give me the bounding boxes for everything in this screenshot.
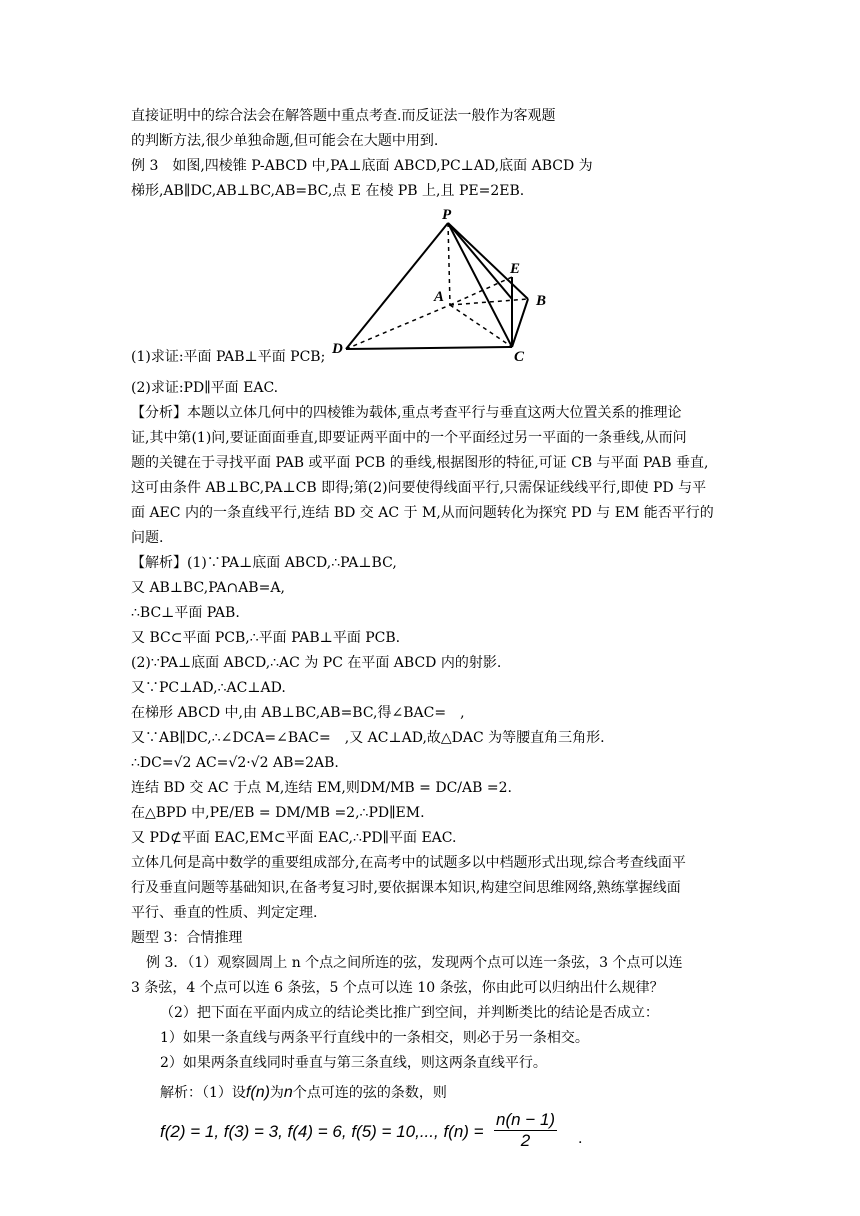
formula [160, 1122, 484, 1142]
fn-symbol: f(n) [245, 1084, 270, 1101]
n-symbol: n [283, 1084, 293, 1101]
example-line: 2）如果两条直线同时垂直与第三条直线，则这两条直线平行。 [160, 1055, 547, 1071]
analysis-line: 证,其中第(1)问,要证面面垂直,即要证两平面中的一个平面经过另一平面的一条垂线,从而问 [131, 430, 687, 446]
example-line: （2）把下面在平面内成立的结论类比推广到空间，并判断类比的结论是否成立： [160, 1005, 659, 1021]
formula-text: f(2) = 1, f(3) = 3, f(4) = 6, f(5) = 10,..., f(n) = [160, 1122, 484, 1141]
fraction-numerator: n(n − 1) [496, 1110, 556, 1129]
summary-line: 立体几何是高中数学的重要组成部分,在高考中的试题多以中档题形式出现,综合考查线面平 [131, 855, 686, 871]
analysis-line: 【分析】本题以立体几何中的四棱锥为载体,重点考查平行与垂直这两大位置关系的推理论 [131, 405, 682, 421]
summary-line: 平行、垂直的性质、判定定理. [131, 905, 318, 921]
solution-line: 又 BC⊂平面 PCB,∴平面 PAB⊥平面 PCB. [131, 630, 401, 646]
solution-line: 又∵PC⊥AD,∴AC⊥AD. [131, 680, 286, 696]
solution-line: 在梯形 ABCD 中,由 AB⊥BC,AB=BC,得∠BAC= , [131, 705, 465, 721]
section-heading: 题型 3：合情推理 [131, 930, 243, 946]
formula-tail: . [578, 1131, 583, 1147]
solution-line: (2)∵PA⊥底面 ABCD,∴AC 为 PC 在平面 ABCD 内的射影. [131, 655, 502, 671]
solution-line: 在△BPD 中,PE/EB = DM/MB =2,∴PD∥EM. [131, 805, 425, 821]
text-line: 的判断方法,很少单独命题,但可能会在大题中用到. [131, 133, 439, 149]
solution-intro-text: 个点可连的弦的条数，则 [292, 1085, 447, 1101]
solution-line: 又 AB⊥BC,PA∩AB=A, [131, 580, 285, 596]
label-p: P [442, 207, 452, 223]
text-line: 梯形,AB∥DC,AB⊥BC,AB=BC,点 E 在棱 PB 上,且 PE=2EB. [131, 183, 525, 199]
solution-intro-text: 解析：（1）设 [160, 1085, 246, 1101]
label-c: C [514, 349, 525, 365]
question-1: (1)求证:平面 PAB⊥平面 PCB; [131, 349, 326, 365]
solution-line: 又 PD⊄平面 EAC,EM⊂平面 EAC,∴PD∥平面 EAC. [131, 830, 457, 846]
label-e: E [510, 261, 521, 277]
formula-fraction [494, 1110, 557, 1151]
text-line: 直接证明中的综合法会在解答题中重点考查.而反证法一般作为客观题 [131, 108, 556, 124]
analysis-line: 问题. [131, 530, 164, 546]
solution-line: ∴BC⊥平面 PAB. [131, 605, 240, 621]
pyramid-figure [330, 203, 560, 365]
solution-line: 又∵AB∥DC,∴∠DCA=∠BAC= ,又 AC⊥AD,故△DAC 为等腰直角三角形. [131, 730, 605, 746]
solution-intro [160, 1084, 447, 1102]
question-2: (2)求证:PD∥平面 EAC. [131, 380, 279, 396]
summary-line: 行及垂直问题等基础知识,在备考复习时,要依据课本知识,构建空间思维网络,熟练掌握线面 [131, 880, 681, 896]
example-line: 例 3．（1）观察圆周上 n 个点之间所连的弦，发现两个点可以连一条弦，3 个点可以连 [146, 955, 683, 971]
example-heading: 例 3 如图,四棱锥 P-ABCD 中,PA⊥底面 ABCD,PC⊥AD,底面 ABCD 为 [131, 158, 593, 174]
solution-line: 连结 BD 交 AC 于点 M,连结 EM,则DM/MB = DC/AB =2. [131, 780, 512, 796]
label-d: D [332, 341, 343, 357]
label-a: A [434, 289, 445, 305]
example-line: 1）如果一条直线与两条平行直线中的一条相交，则必于另一条相交。 [160, 1030, 589, 1046]
analysis-line: 这可由条件 AB⊥BC,PA⊥CB 即得;第(2)问要使得线面平行,只需保证线线平行,即使 PD 与平 [131, 480, 707, 496]
analysis-line: 面 AEC 内的一条直线平行,连结 BD 交 AC 于 M,从而问题转化为探究 PD 与 EM 能否平行的 [131, 505, 714, 521]
example-line: 3 条弦，4 个点可以连 6 条弦，5 个点可以连 10 条弦，你由此可以归纳出什么规律？ [131, 980, 664, 996]
analysis-line: 题的关键在于寻找平面 PAB 或平面 PCB 的垂线,根据图形的特征,可证 CB 与平面 PAB 垂直, [131, 455, 709, 471]
solution-intro-text: 为 [269, 1085, 284, 1101]
solution-line: 【解析】(1)∵PA⊥底面 ABCD,∴PA⊥BC, [131, 555, 397, 571]
label-b: B [536, 293, 547, 309]
fraction-denominator: 2 [520, 1131, 531, 1150]
solution-line: ∴DC=√2 AC=√2·√2 AB=2AB. [131, 755, 339, 771]
